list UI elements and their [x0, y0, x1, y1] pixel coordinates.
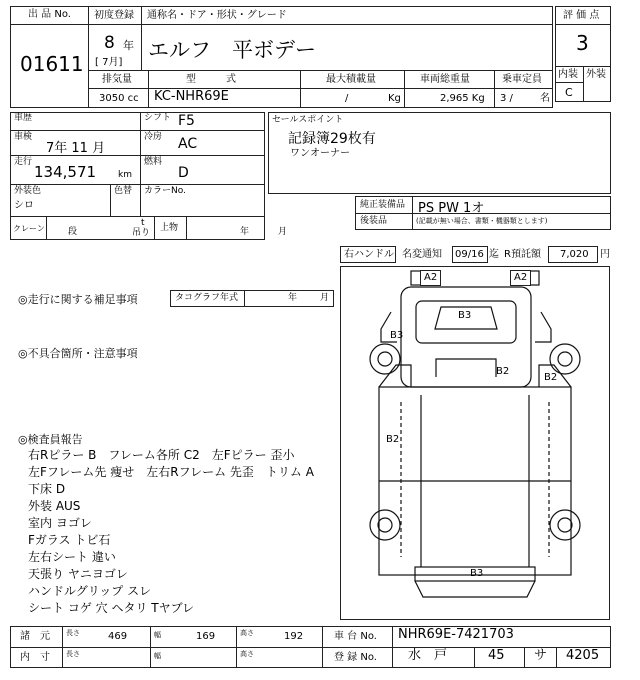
ext-color-value: シロ [14, 200, 34, 211]
recycle-unit: 円 [600, 249, 610, 260]
damage-mark-a2-right: A2 [510, 270, 531, 286]
conversion-date: 09/16 [455, 249, 484, 260]
inner-height-label: 高さ [240, 650, 254, 658]
divider [474, 647, 475, 668]
damage-mark-b2-left: B2 [386, 434, 400, 445]
divider [404, 70, 405, 108]
divider [148, 70, 149, 108]
divider [140, 184, 141, 216]
capacity-value: 3 / [500, 93, 513, 104]
sales-point-line1: 記録簿29枚有 [288, 131, 376, 147]
divider [141, 24, 142, 70]
inspector-report-line: 室内 ヨゴレ [28, 516, 92, 530]
capacity-label: 乗車定員 [502, 74, 542, 85]
recycle-label: R預託額 [504, 249, 541, 260]
chassis-value: NHR69E-7421703 [398, 627, 514, 642]
divider [392, 626, 393, 668]
inspector-report-label: ◎検査員報告 [18, 433, 83, 446]
interior-label: 内装 [558, 69, 578, 80]
vehicle-name: エルフ 平ボデー [148, 38, 316, 62]
damage-mark-b2-center: B2 [496, 366, 510, 377]
shift-label: シフト [144, 113, 172, 123]
conversion-label: 名変通知 [402, 249, 442, 260]
divider [555, 24, 611, 25]
width-value: 169 [196, 631, 216, 642]
max-load-unit: Kg [388, 93, 401, 104]
sales-point-line2: ワンオーナー [290, 148, 350, 159]
aircon-label: 冷房 [144, 132, 163, 142]
inspector-report-line: 左Fフレーム先 痩せ 左右Rフレーム 先歪 トリム A [28, 465, 314, 479]
reg-label: 登 録 No. [334, 652, 377, 663]
tacho-label: タコグラフ年式 [175, 293, 239, 303]
driving-notes-label: ◎走行に関する補足事項 [18, 293, 138, 306]
divider [141, 6, 142, 24]
divider [150, 626, 151, 668]
recycle-value: 7,020 [560, 249, 589, 260]
vehicle-diagram [340, 266, 610, 620]
crane-t: t [141, 218, 145, 228]
upper-label: 上物 [160, 223, 179, 233]
divider [524, 647, 525, 668]
tacho-month: 月 [320, 293, 330, 303]
year-unit: 年 [123, 39, 134, 52]
crane-label: クレーン [13, 224, 45, 233]
upper-year: 年 [240, 227, 250, 237]
chassis-label: 車 台 No. [334, 631, 377, 642]
mileage-label: 走行 [14, 157, 33, 167]
damage-mark-a2-left: A2 [420, 270, 441, 286]
sales-point-label: セールスポイント [272, 115, 344, 125]
rating-label: 評 価 点 [563, 10, 600, 21]
divider [300, 70, 301, 108]
divider [10, 647, 611, 648]
exterior-label: 外装 [586, 69, 606, 80]
crane-stage: 段 [68, 227, 78, 237]
first-reg-label: 初度登録 [94, 10, 134, 21]
size-label: 諸 元 [20, 631, 50, 642]
defects-label: ◎不具合箇所・注意事項 [18, 347, 138, 360]
displacement-label: 排気量 [102, 74, 132, 85]
inspection-value: 7年 11 月 [46, 141, 106, 156]
divider [555, 82, 583, 83]
gross-weight-label: 車両総重量 [420, 74, 470, 85]
aftermarket-note: (記載が無い場合、書類・機器類とします) [416, 217, 548, 225]
reg-class: 45 [488, 648, 505, 663]
displacement-value: 3050 cc [99, 93, 139, 104]
damage-mark-b2-right: B2 [544, 372, 558, 383]
divider [110, 184, 111, 216]
inspector-report-line: 左右シート 違い [28, 550, 116, 564]
mileage-unit: km [118, 170, 132, 180]
upper-month: 月 [278, 227, 288, 237]
divider [583, 66, 584, 102]
lot-label: 出 品 No. [28, 9, 71, 20]
model-label: 型 式 [186, 74, 236, 85]
conversion-suffix: 迄 [489, 249, 499, 260]
width-label: 幅 [154, 631, 161, 639]
damage-mark-b3-top: B3 [458, 310, 472, 321]
inspector-report-line: シート コゲ 穴 ヘタリ Tヤブレ [28, 601, 195, 615]
divider [322, 626, 323, 668]
length-value: 469 [108, 631, 128, 642]
reg-city: 水 戸 [408, 648, 448, 663]
inspector-report-line: 外装 AUS [28, 499, 81, 513]
divider [556, 647, 557, 668]
inspector-report-line: 天張り ヤニヨゴレ [28, 567, 128, 581]
equipment-label: 純正装備品 [360, 200, 406, 210]
inner-width-label: 幅 [154, 652, 161, 660]
steering-value: 右ハンドル [344, 249, 394, 260]
first-reg-month: [ 7月] [95, 57, 123, 68]
capacity-unit: 名 [540, 93, 550, 104]
inspection-label: 車検 [14, 132, 33, 142]
inspector-report-line: 右Rピラー B フレーム各所 C2 左Fピラー 歪小 [28, 448, 295, 462]
inspector-report-line: ハンドルグリップ スレ [28, 584, 152, 598]
divider [494, 70, 495, 108]
divider [88, 70, 553, 71]
rating-value: 3 [576, 31, 589, 55]
divider [46, 216, 47, 240]
first-reg-year: 8 [104, 33, 115, 53]
divider [62, 626, 63, 668]
height-value: 192 [284, 631, 304, 642]
divider [10, 130, 265, 131]
divider [10, 216, 265, 217]
inner-label: 内 寸 [20, 652, 50, 663]
lot-number: 01611 [20, 52, 84, 76]
reg-kana: サ [534, 648, 548, 663]
tacho-year: 年 [288, 293, 298, 303]
mileage-value: 134,571 [34, 163, 97, 181]
length-label: 長さ [66, 629, 80, 637]
color-change-label: 色替 [114, 186, 133, 196]
divider [10, 24, 88, 25]
divider [186, 216, 187, 240]
fuel-label: 燃料 [144, 157, 163, 167]
interior-score: C [565, 86, 573, 99]
equipment-value: PS PW 1オ [418, 201, 485, 216]
inspector-report-line: Fガラス トビ石 [28, 533, 111, 547]
name-label: 通称名・ドア・形状・グレード [147, 10, 287, 21]
damage-mark-b3-left: B3 [390, 330, 404, 341]
ext-color-label: 外装色 [14, 186, 42, 196]
aircon-value: AC [178, 136, 198, 152]
max-load-label: 最大積載量 [326, 74, 376, 85]
gross-weight-value: 2,965 Kg [440, 93, 485, 104]
model-value: KC-NHR69E [154, 89, 229, 104]
inspector-report-line: 下床 D [28, 482, 66, 496]
divider [88, 24, 553, 25]
max-load-value: / [345, 93, 349, 104]
divider [236, 626, 237, 668]
reg-number: 4205 [566, 648, 600, 663]
truck-outline-drawing [341, 267, 609, 619]
history-label: 車歴 [14, 113, 33, 123]
fuel-value: D [178, 165, 189, 181]
divider [244, 290, 245, 307]
inner-length-label: 長さ [66, 650, 80, 658]
aftermarket-label: 後装品 [360, 216, 388, 226]
divider [140, 112, 141, 184]
divider [412, 196, 413, 230]
color-no-label: カラーNo. [144, 186, 186, 196]
shift-value: F5 [178, 113, 195, 129]
inspector-report-lines [28, 447, 328, 617]
height-label: 高さ [240, 629, 254, 637]
divider [10, 184, 265, 185]
crane-lift: 吊り [132, 228, 151, 238]
divider [154, 216, 155, 240]
divider [88, 6, 89, 108]
damage-mark-b3-rear: B3 [470, 568, 484, 579]
